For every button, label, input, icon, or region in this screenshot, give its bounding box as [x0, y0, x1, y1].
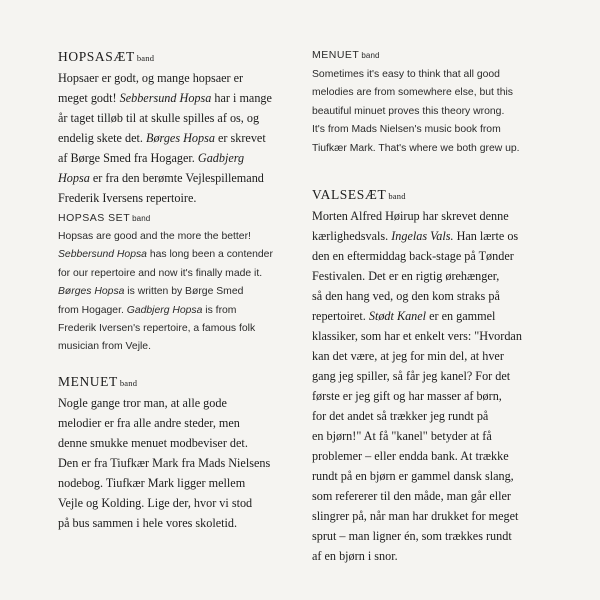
text-line [312, 266, 574, 286]
text-line [312, 506, 574, 526]
body-text: har i mange [211, 91, 272, 105]
text-line [312, 446, 574, 466]
body-text: Han lærte os [453, 229, 519, 243]
body-text: Den er fra Tiufkær Mark fra Mads Nielsens [58, 456, 271, 470]
band-tag: band [119, 378, 138, 388]
section-title: MENUET band [58, 374, 138, 389]
section-title: VALSESÆT band [312, 187, 406, 202]
body-text: gang jeg spiller, så får jeg kanel? For det [312, 369, 511, 383]
text-line [58, 246, 308, 264]
body-text: Vejle og Kolding. Lige der, hvor vi stod [58, 496, 253, 510]
text-line [58, 338, 308, 356]
body-text: problemer – eller endda bank. At trække [312, 449, 509, 463]
section-body [58, 228, 308, 357]
body-text: meget godt! [58, 91, 120, 105]
body-text: er fra den berømte Vejlespillemand [89, 171, 264, 185]
text-line [312, 246, 574, 266]
text-line [58, 283, 308, 301]
text-line [312, 206, 574, 226]
italic-title-text: Ingelas Vals. [391, 229, 454, 243]
text-line [58, 433, 308, 453]
italic-title-text: Hopsa [58, 171, 90, 185]
band-tag: band [388, 191, 406, 201]
body-text: is written by Børge Smed [124, 286, 244, 298]
text-line [58, 188, 308, 208]
text-line [312, 386, 574, 406]
body-text: musician from Vejle. [58, 341, 151, 353]
body-text: Frederik Iversens repertoire. [58, 191, 197, 205]
body-text: is from [202, 304, 237, 316]
body-text: er skrevet [214, 131, 266, 145]
body-text: af Børge Smed fra Hogager. [58, 151, 198, 165]
section-body [58, 393, 308, 533]
section-title: MENUET band [312, 49, 380, 61]
text-line [312, 546, 574, 566]
text-line [58, 513, 308, 533]
text-line [58, 88, 308, 108]
italic-title-text: Sebbersund Hopsa [58, 249, 147, 261]
body-text: Hopsas are good and the more the better! [58, 231, 251, 242]
body-text: sprut – man ligner én, som trækkes rundt [312, 529, 512, 543]
text-line [58, 453, 308, 473]
text-line [58, 393, 308, 413]
text-line [312, 306, 574, 326]
body-text: klassiker, som har et enkelt vers: "Hvordan [312, 329, 522, 343]
text-line [312, 406, 574, 426]
text-line [312, 466, 574, 486]
text-line [312, 140, 574, 158]
body-text: denne smukke menuet modbeviser det. [58, 436, 248, 450]
body-text: melodier er fra alle andre steder, men [58, 416, 240, 430]
section-hopsas-set-english [58, 212, 308, 357]
text-line [58, 228, 308, 246]
text-line [312, 426, 574, 446]
section-valseset-danish [312, 187, 574, 566]
body-text: for our repertoire and now it's finally made it. [58, 267, 263, 279]
section-title: HOPSASÆT band [58, 49, 155, 64]
band-tag: band [136, 53, 155, 63]
text-line [312, 66, 574, 84]
text-line [58, 128, 308, 148]
body-text: It's from Mads Nielsen's music book from [312, 124, 501, 136]
body-text: Morten Alfred Høirup har skrevet denne [312, 209, 509, 223]
body-text: Nogle gange tror man, at alle gode [58, 396, 227, 410]
section-menuet-english [312, 49, 574, 158]
body-text: Frederik Iversen's repertoire, a famous folk [58, 323, 256, 335]
body-text: has long been a contender [146, 249, 273, 261]
italic-title-text: Børges Hopsa [146, 131, 215, 145]
body-text: på bus sammen i hele vores skoletid. [58, 516, 238, 530]
band-tag: band [132, 214, 151, 223]
text-line [58, 265, 308, 283]
text-line [58, 493, 308, 513]
body-text: nodebog. Tiufkær Mark ligger mellem [58, 476, 246, 490]
body-text: rundt på en bjørn er gammel dansk slang, [312, 469, 514, 483]
text-line [312, 84, 574, 102]
text-line [58, 108, 308, 128]
body-text: beautiful minuet proves this theory wrong. [312, 105, 505, 117]
text-line [58, 413, 308, 433]
body-text: from Hogager. [58, 304, 127, 316]
section-title: HOPSAS SET band [58, 212, 151, 224]
italic-title-text: Gadbjerg Hopsa [126, 304, 203, 316]
text-line [312, 103, 574, 121]
body-text: Tiufkær Mark. That's where we both grew up. [312, 142, 520, 154]
text-line [58, 168, 308, 188]
body-text: slingrer på, når man har drukket for meget [312, 509, 519, 523]
text-line [58, 148, 308, 168]
text-line [312, 366, 574, 386]
body-text: Sometimes it's easy to think that all good [312, 69, 500, 80]
section-hopsaset-danish [58, 49, 308, 208]
section-body [58, 68, 308, 208]
italic-title-text: Gadbjerg [197, 151, 245, 165]
text-line [58, 302, 308, 320]
text-line [312, 226, 574, 246]
text-line [58, 320, 308, 338]
text-line [312, 286, 574, 306]
body-text: år taget tilløb til at skulle spilles af os, og [58, 111, 260, 125]
text-line [312, 346, 574, 366]
text-line [58, 473, 308, 493]
body-text: første er jeg gift og har masser af børn, [312, 389, 502, 403]
text-line [312, 526, 574, 546]
body-text: er en gammel [426, 309, 496, 323]
band-tag: band [361, 51, 380, 60]
body-text: kærlighedsvals. [312, 229, 392, 243]
body-text: en bjørn!" At få "kanel" betyder at få [312, 429, 492, 443]
text-line [312, 121, 574, 139]
body-text: som refererer til den måde, man går eller [312, 489, 511, 503]
body-text: Hopsaer er godt, og mange hopsaer er [58, 71, 244, 85]
body-text: melodies are from somewhere else, but this [312, 87, 513, 99]
italic-title-text: Børges Hopsa [58, 286, 125, 298]
body-text: Festivalen. Det er en rigtig ørehænger, [312, 269, 500, 283]
italic-title-text: Stødt Kanel [368, 309, 427, 323]
section-menuet-danish [58, 374, 308, 533]
body-text: af en bjørn i snor. [312, 549, 398, 563]
body-text: repertoiret. [312, 309, 369, 323]
section-body [312, 66, 574, 158]
italic-title-text: Sebbersund Hopsa [119, 91, 212, 105]
body-text: endelig skete det. [58, 131, 146, 145]
body-text: for det andet så trækker jeg rundt på [312, 409, 489, 423]
text-line [312, 486, 574, 506]
text-line [58, 68, 308, 88]
body-text: så den hang ved, og den kom straks på [312, 289, 500, 303]
body-text: den en eftermiddag back-stage på Tønder [312, 249, 514, 263]
text-line [312, 326, 574, 346]
body-text: kan det være, at jeg for min del, at hver [312, 349, 504, 363]
section-body [312, 206, 574, 566]
